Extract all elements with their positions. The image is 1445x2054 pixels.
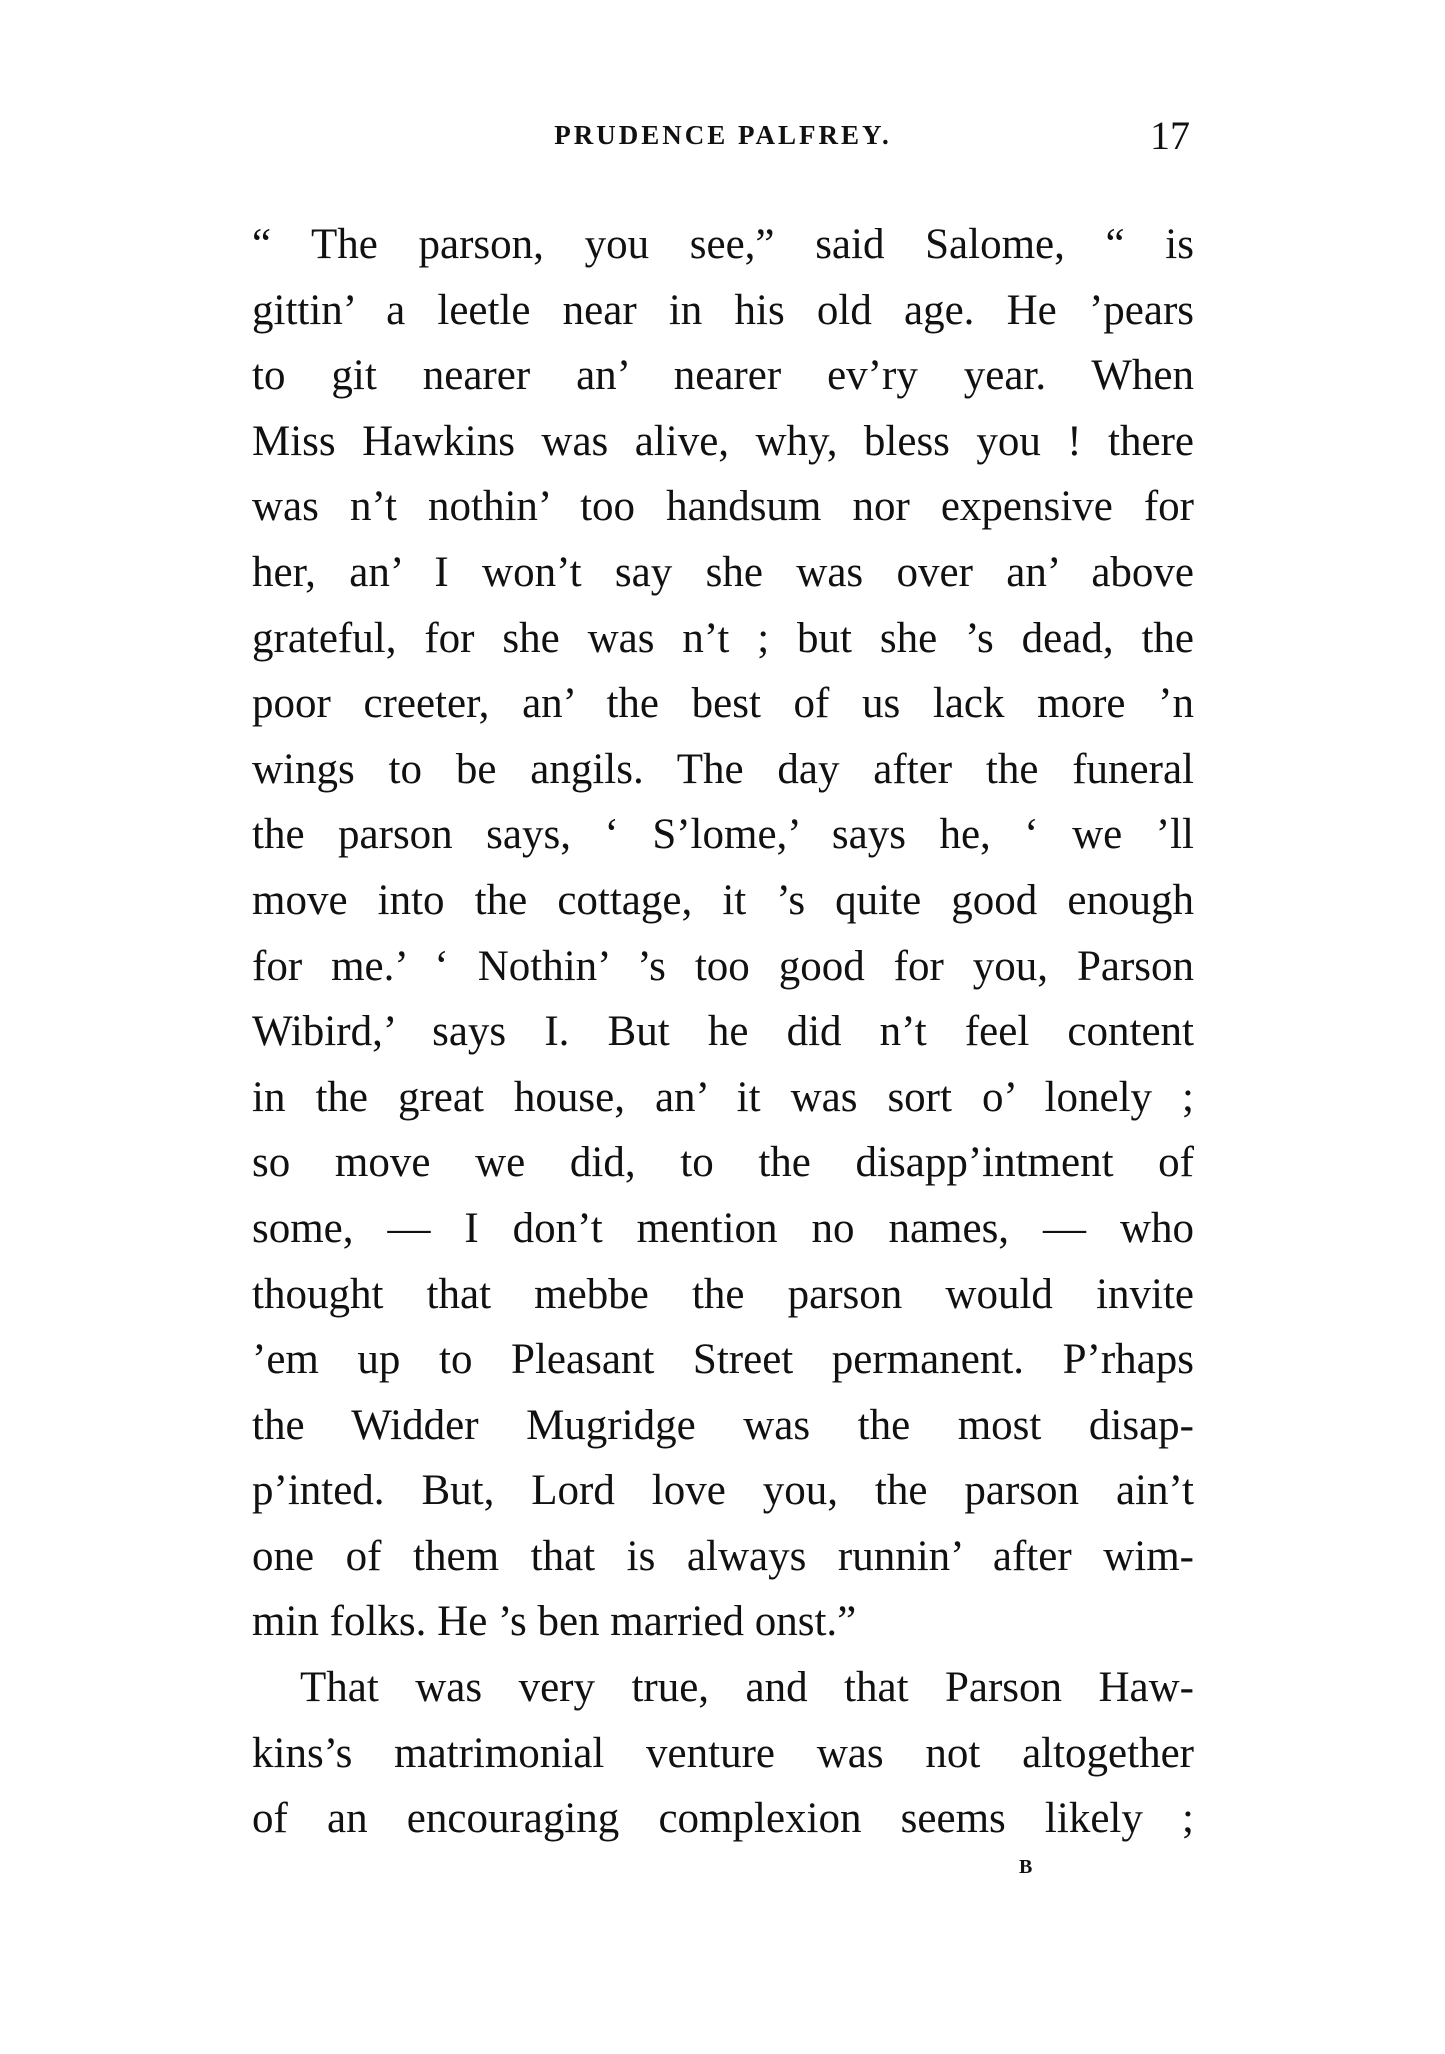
text-line: “ The parson, you see,” said Salome, “ is [252,221,1194,268]
text-line: the parson says, ‘ S’lome,’ says he, ‘ we ’ll [252,811,1194,859]
text-line: in the great house, an’ it was sort o’ lonely ; [252,1073,1194,1121]
text-line: was n’t nothin’ too handsum nor expensive for [252,483,1194,531]
body-text [252,212,1194,1852]
text-line: p’inted. But, Lord love you, the parson ain’t [252,1467,1194,1515]
signature-mark: B [1019,1856,1034,1878]
text-line: That was very true, and that Parson Haw- [300,1664,1194,1712]
text-line: grateful, for she was n’t ; but she ’s dead, the [252,614,1194,662]
text-line: so move we did, to the disapp’intment of [252,1139,1194,1187]
running-title: PRUDENCE PALFREY. [554,120,892,150]
text-line: Miss Hawkins was alive, why, bless you ! there [252,417,1194,465]
text-line: for me.’ ‘ Nothin’ ’s too good for you, Parson [252,942,1194,990]
text-line: her, an’ I won’t say she was over an’ above [252,548,1194,596]
text-line: thought that mebbe the parson would invite [252,1270,1194,1318]
text-line: ’em up to Pleasant Street permanent. P’rhaps [252,1336,1194,1384]
text-line: one of them that is always runnin’ after wim- [252,1532,1194,1580]
text-line: Wibird,’ says I. But he did n’t feel content [252,1008,1194,1056]
text-line: some, — I don’t mention no names, — who [252,1204,1194,1252]
text-line: to git nearer an’ nearer ev’ry year. When [252,352,1194,400]
page-number: 17 [1150,113,1190,158]
text-line: move into the cottage, it ’s quite good enough [252,876,1194,924]
text-line: min folks. He ’s ben married onst.” [252,1598,857,1646]
text-line: wings to be angils. The day after the funeral [252,745,1194,793]
text-line: the Widder Mugridge was the most disap- [252,1401,1194,1449]
text-line: poor creeter, an’ the best of us lack more ’n [252,680,1194,728]
text-line: of an encouraging complexion seems likely ; [252,1795,1194,1843]
text-line: kins’s matrimonial venture was not altogether [252,1729,1194,1777]
text-line: gittin’ a leetle near in his old age. He ’pears [252,286,1194,334]
running-head [252,112,1194,162]
